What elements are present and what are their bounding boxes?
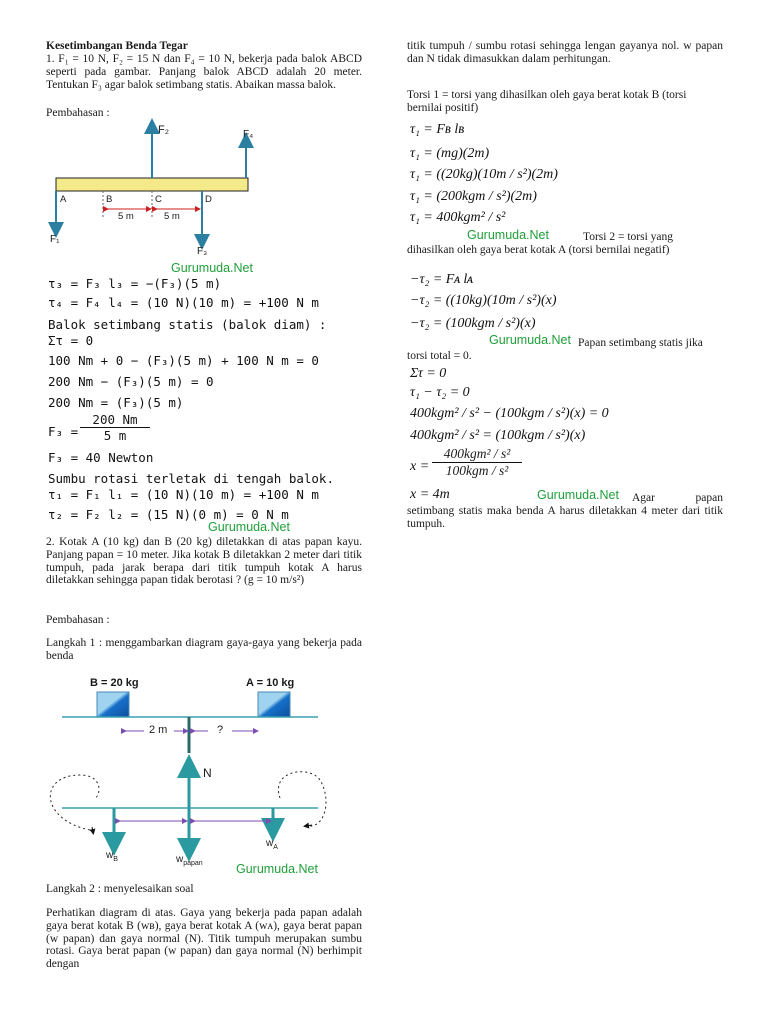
eq-r-x-result: x = 4m (410, 487, 450, 502)
frac-denominator: 5 m (103, 428, 127, 443)
eq-step1: 100 Nm + 0 − (F₃)(5 m) + 100 N m = 0 (48, 353, 319, 368)
F1-label: F₁ (50, 234, 60, 245)
eq-r-tau2-a: −τ₂ = Fᴀ lᴀ (410, 272, 473, 287)
box-A-label: A = 10 kg (246, 677, 295, 689)
eq-tau1: τ₁ = F₁ l₁ = (10 N)(10 m) = +100 N m (48, 487, 319, 502)
torsi-1-text: Torsi 1 = torsi yang dihasilkan oleh gaya berat kotak B (torsi bernilai positif) (407, 89, 687, 114)
eq-r-x-lhs: x = (410, 459, 430, 474)
kesimpulan-text: Agar papan setimbang statis maka benda A harus diletakkan 4 meter dari titik tumpuh. (407, 492, 723, 530)
frac-r-numerator: 400kgm² / s² (432, 446, 522, 463)
eq-r-step2: 400kgm² / s² = (100kgm / s²)(x) (410, 428, 586, 443)
eq-balok-setimbang: Balok setimbang statis (balok diam) : (48, 317, 327, 332)
eq-r-tau2-b: −τ₂ = ((10kg)(10m / s²)(x) (410, 293, 557, 308)
beam (56, 178, 248, 191)
distance-2m-label: 2 m (149, 724, 168, 736)
eq-r-step1: 400kgm² / s² − (100kgm / s²)(x) = 0 (410, 406, 609, 421)
eq-F3-result: F₃ = 40 Newton (48, 450, 154, 465)
langkah-2-text: Langkah 2 : menyelesaikan soal (46, 883, 194, 895)
frac-numerator: 200 Nm (80, 412, 150, 428)
eq-r-tau1-e: τ₁ = 400kgm² / s² (410, 210, 506, 225)
eq-r-tau1-b: τ₁ = (mg)(2m) (410, 146, 490, 161)
watermark-2: Gurumuda.Net (208, 520, 290, 534)
eq-r-tau2-c: −τ₂ = (100kgm / s²)(x) (410, 316, 536, 331)
point-B-label: B (106, 194, 113, 205)
watermark-4: Gurumuda.Net (467, 228, 549, 242)
F4-label: F₄ (243, 129, 254, 140)
eq-step2: 200 Nm − (F₃)(5 m) = 0 (48, 374, 214, 389)
N-label: N (203, 766, 212, 780)
point-C-label: C (155, 194, 162, 205)
torsi-2-text: Torsi 2 = torsi yang dihasilkan oleh gaya berat kotak A (torsi bernilai negatif) (407, 231, 674, 256)
penjelasan-text: Perhatikan diagram di atas. Gaya yang bekerja pada papan adalah gaya berat kotak B (wʙ), gaya berat kotak A (wᴀ), gaya berat papan (w papan) dan gaya normal (N). Titik tumpuh merupakan sumbu rotasi. Gaya berat papan (w papan) dan gaya normal (N) berhimpit dengan (46, 907, 362, 971)
papan-setimbang-text: Papan setimbang statis jika torsi total = 0. (407, 337, 703, 362)
section-title: Kesetimbangan Benda Tegar (46, 40, 188, 52)
problem-1-text: 1. F₁ = 10 N, F₂ = 15 N dan F₄ = 10 N, bekerja pada balok ABCD seperti pada gambar. Panjang balok ABCD adalah 20 meter. Tentukan F₃ agar balok setimbang statis. Abaikan massa balok. (46, 53, 362, 91)
eq-r-sum-tau: Στ = 0 (410, 366, 447, 381)
eq-r-tau1-c: τ₁ = ((20kg)(10m / s²)(2m) (410, 167, 558, 182)
eq-F3-lhs: F₃ = (48, 424, 79, 439)
pembahasan-2-label: Pembahasan : (46, 614, 110, 626)
box-B-label: B = 20 kg (90, 677, 139, 689)
eq-r-tau-diff: τ₁ − τ₂ = 0 (410, 385, 470, 400)
F3-label: F₃ (197, 246, 208, 257)
beam-force-diagram (46, 118, 306, 266)
distance-CD-label: 5 m (164, 211, 180, 222)
box-A (258, 692, 290, 717)
eq-tau2: τ₂ = F₂ l₂ = (15 N)(0 m) = 0 N m (48, 507, 289, 522)
arc-arrow-left (92, 827, 93, 832)
F2-label: F₂ (158, 124, 169, 136)
eq-r-x-fraction (432, 446, 522, 479)
watermark-3: Gurumuda.Net (236, 862, 318, 876)
langkah-1-text: Langkah 1 : menggambarkan diagram gaya-gaya yang bekerja pada benda (46, 637, 362, 662)
rotation-arc-right (278, 772, 326, 826)
watermark-5: Gurumuda.Net (489, 333, 571, 347)
problem-2-text: 2. Kotak A (10 kg) dan B (20 kg) diletakkan di atas papan kayu. Panjang papan = 10 meter. Jika kotak B diletakkan 2 meter dari titik tumpuh, pada jarak berapa dari titik tumpuh kotak A harus diletakkan sehingga papan tidak berotasi ? (g = 10 m/s²) (46, 536, 362, 587)
eq-F3-fraction (80, 412, 150, 443)
board-diagram (40, 680, 330, 870)
eq-r-tau1-a: τ₁ = Fʙ lʙ (410, 122, 465, 137)
box-B (97, 692, 129, 717)
eq-sum-tau: Στ = 0 (48, 333, 94, 348)
continuation-text: titik tumpuh / sumbu rotasi sehingga lengan gayanya nol. w papan dan N tidak dimasukkan dalam perhitungan. (407, 40, 723, 65)
frac-r-denominator: 100kgm / s² (445, 463, 509, 478)
point-A-label: A (60, 194, 67, 205)
eq-step3: 200 Nm = (F₃)(5 m) (48, 395, 184, 410)
point-D-label: D (205, 194, 212, 205)
distance-unknown-label: ? (217, 724, 224, 736)
rotation-arc-left (50, 775, 99, 830)
eq-sumbu-rotasi: Sumbu rotasi terletak di tengah balok. (48, 471, 334, 486)
eq-tau4: τ₄ = F₄ l₄ = (10 N)(10 m) = +100 N m (48, 295, 319, 310)
watermark-1: Gurumuda.Net (171, 261, 253, 275)
wA-label: $w_A$ (266, 838, 278, 851)
eq-tau3: τ₃ = F₃ l₃ = −(F₃)(5 m) (48, 276, 222, 291)
wB-label: $w_B$ (106, 850, 118, 863)
eq-r-tau1-d: τ₁ = (200kgm / s²)(2m) (410, 189, 537, 204)
distance-BC-label: 5 m (118, 211, 134, 222)
watermark-6: Gurumuda.Net (537, 488, 619, 502)
wpapan-label: $w_{papan}$ (176, 854, 203, 867)
pembahasan-1-label: Pembahasan : (46, 107, 110, 119)
